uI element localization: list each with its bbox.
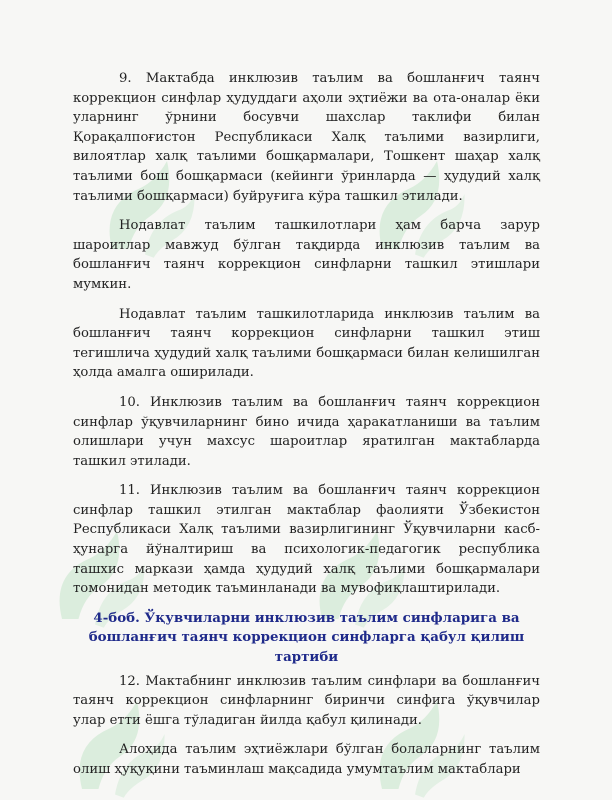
chapter-4-heading-line-1: 4-боб. Ўқувчиларни инклюзив таълим синфларига ва [93, 609, 520, 626]
document-body [73, 69, 540, 790]
paragraph-12-continuation: Алоҳида таълим эҳтиёжлари бўлган болаларнинг таълим олиш ҳуқуқини таъминлаш мақсадида умумтаълим мактаблари [73, 742, 540, 777]
paragraph-10: 10. Инклюзив таълим ва бошланғич таянч коррекцион синфлар ўқувчиларнинг бино ичида ҳаракатланиши ва таълим олишлари учун махсус шароитлар яратилган мактабларда ташкил этилади. [73, 394, 540, 469]
chapter-4-heading [73, 609, 540, 668]
paragraph-9-coordination: Нодавлат таълим ташкилотларида инклюзив таълим ва бошланғич таянч коррекцион синфларни ташкил этиш тегишлича ҳудудий халқ таълими бошқармаси билан келишилган ҳолда амалга оширилади. [73, 306, 540, 381]
paragraph-12: 12. Мактабнинг инклюзив таълим синфлари ва бошланғич таянч коррекцион синфларнинг биринчи синфига ўқувчилар улар етти ёшга тўладиган йилда қабул қилинади. [73, 673, 540, 728]
chapter-4-heading-line-2: бошланғич таянч коррекцион синфларга қабул қилиш тартиби [88, 629, 525, 666]
paragraph-11: 11. Инклюзив таълим ва бошланғич таянч коррекцион синфлар ташкил этилган мактаблар фаолияти Ўзбекистон Республикаси Халқ таълими вазирлигининг Ўқувчиларни касб-ҳунарга йўналтириш ва психологик-педагогик республика ташхис маркази ҳамда ҳудудий халқ таълими бошқармалари томонидан методик таъминланади ва мувофиқлаштирилади. [73, 483, 540, 597]
paragraph-9: 9. Мактабда инклюзив таълим ва бошланғич таянч коррекцион синфлар ҳудуддаги аҳоли эҳтиёжи ва ота-оналар ёки уларнинг ўрнини босувчи шахслар таклифи билан Қорақалпоғистон Республикаси Халқ таълими вазирлиги, вилоятлар халқ таълими бошқармалари, Тошкент шаҳар халқ таълими бош бошқармаси (кейинги ўринларда — ҳудудий халқ таълими бошқармаси) буйруғига кўра ташкил этилади. [73, 71, 540, 204]
paragraph-9-private-schools: Нодавлат таълим ташкилотлари ҳам барча зарур шароитлар мавжуд бўлган тақдирда инклюзив таълим ва бошланғич таянч коррекцион синфларни ташкил этишлари мумкин. [73, 218, 540, 292]
